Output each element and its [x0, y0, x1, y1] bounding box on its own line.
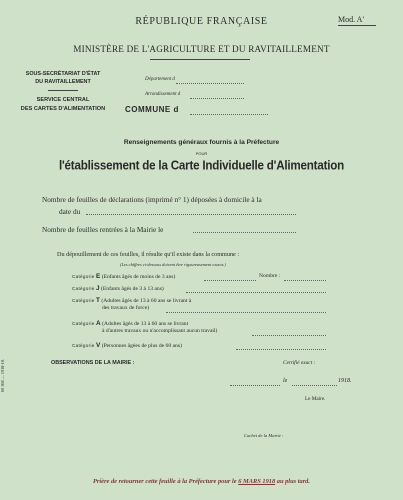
category-a-desc-2: à d'autres travaux ou n'accomplissant aucun travail) [102, 328, 218, 334]
category-t [72, 297, 191, 305]
category-a-letter: A [96, 320, 101, 327]
depouillement-note: (Les chiffres ci-dessous doivent être rigoureusement exacts.) [120, 262, 226, 267]
date-du-field[interactable] [86, 214, 296, 215]
category-j [72, 285, 164, 293]
question-1-line-1: Nombre de feuilles de déclarations (imprimé n° 1) déposées à domicile à la [42, 195, 262, 204]
category-j-desc: (Enfants âgés de 3 à 13 ans) [101, 286, 164, 292]
category-t-desc-1: (Adultes âgés de 13 à 60 ans se livrant à [101, 298, 192, 304]
title-pour: POUR [195, 151, 208, 156]
ministry-heading: MINISTÈRE DE L'AGRICULTURE ET DU RAVITAILLEMENT [73, 44, 330, 54]
category-v-label: Catégorie [72, 343, 95, 348]
arrondissement-label: Arrondissement d [145, 92, 181, 97]
service-central-line-1: SERVICE CENTRAL [36, 97, 90, 103]
category-v [72, 342, 182, 350]
model-label: Mod. A' [338, 15, 364, 24]
category-a-label: Catégorie [72, 321, 95, 326]
le-label: le [283, 378, 288, 384]
category-a [72, 320, 188, 328]
title-main: l'établissement de la Carte Individuelle d'Alimentation [58, 158, 345, 173]
depouillement-intro: Du dépouillement de ces feuilles, il résulte qu'il existe dans la commune : [57, 251, 240, 258]
category-t-desc-2: des travaux de force) [102, 305, 150, 311]
day-field[interactable] [292, 385, 337, 386]
republic-heading: RÉPUBLIQUE FRANÇAISE [135, 16, 268, 27]
maire-label: Le Maire. [305, 396, 326, 402]
category-e-letter: E [96, 273, 101, 280]
category-e-desc: (Enfants âgés de moins de 3 ans) [101, 274, 176, 280]
certifie-label: Certifié exact : [283, 360, 316, 366]
mairie-date-field[interactable] [193, 232, 296, 233]
category-t-label: Catégorie [72, 298, 95, 303]
notice-prefix: Prière de retourner cette feuille à la Préfecture pour le [93, 478, 237, 485]
departement-label: Département d [145, 77, 175, 82]
departement-field[interactable] [176, 83, 244, 84]
arrondissement-field[interactable] [190, 98, 244, 99]
category-e-dots [204, 280, 256, 281]
observations-label: OBSERVATIONS DE LA MAIRIE : [51, 360, 135, 366]
category-a-desc-1: (Adultes âgés de 13 à 60 ans se livrant [102, 321, 189, 327]
cachet-label: Cachet de la Mairie : [244, 433, 284, 438]
commune-field[interactable] [190, 114, 268, 115]
category-v-letter: V [96, 342, 101, 349]
notice-suffix: au plus tard. [276, 478, 310, 485]
category-v-count[interactable] [236, 349, 326, 350]
question-1-line-2: date du [59, 207, 81, 216]
ministry-underline [150, 59, 250, 60]
category-j-count[interactable] [186, 292, 326, 293]
nombre-label: Nombre : [259, 273, 281, 279]
category-e-count[interactable] [284, 280, 326, 281]
year-label: 1918. [338, 378, 352, 384]
category-v-desc: (Personnes âgées de plus de 60 ans) [101, 343, 182, 349]
service-central-line-2: DES CARTES D'ALIMENTATION [20, 106, 106, 112]
sous-secretariat-line-2: DU RAVITAILLEMENT [35, 79, 91, 85]
category-t-count[interactable] [166, 312, 326, 313]
return-notice [0, 478, 403, 485]
sous-secretariat-line-1: SOUS-SECRÉTARIAT D'ÉTAT [25, 71, 101, 77]
question-2: Nombre de feuilles rentrées à la Mairie le [42, 225, 164, 234]
category-e [72, 273, 175, 281]
category-j-label: Catégorie [72, 286, 95, 291]
category-j-letter: J [96, 285, 100, 292]
title-intro: Renseignements généraux fournis à la Préfecture [123, 139, 280, 146]
category-a-count[interactable] [252, 335, 326, 336]
model-underline [338, 25, 376, 26]
notice-date: 6 MARS 1918 [238, 478, 276, 485]
place-field[interactable] [230, 385, 280, 386]
commune-label: COMMUNE d [125, 105, 179, 114]
left-block-divider [48, 90, 78, 91]
category-e-label: Catégorie [72, 274, 95, 279]
category-t-letter: T [96, 297, 100, 304]
side-imprint: 60 568 — 1918-18. [0, 359, 5, 392]
